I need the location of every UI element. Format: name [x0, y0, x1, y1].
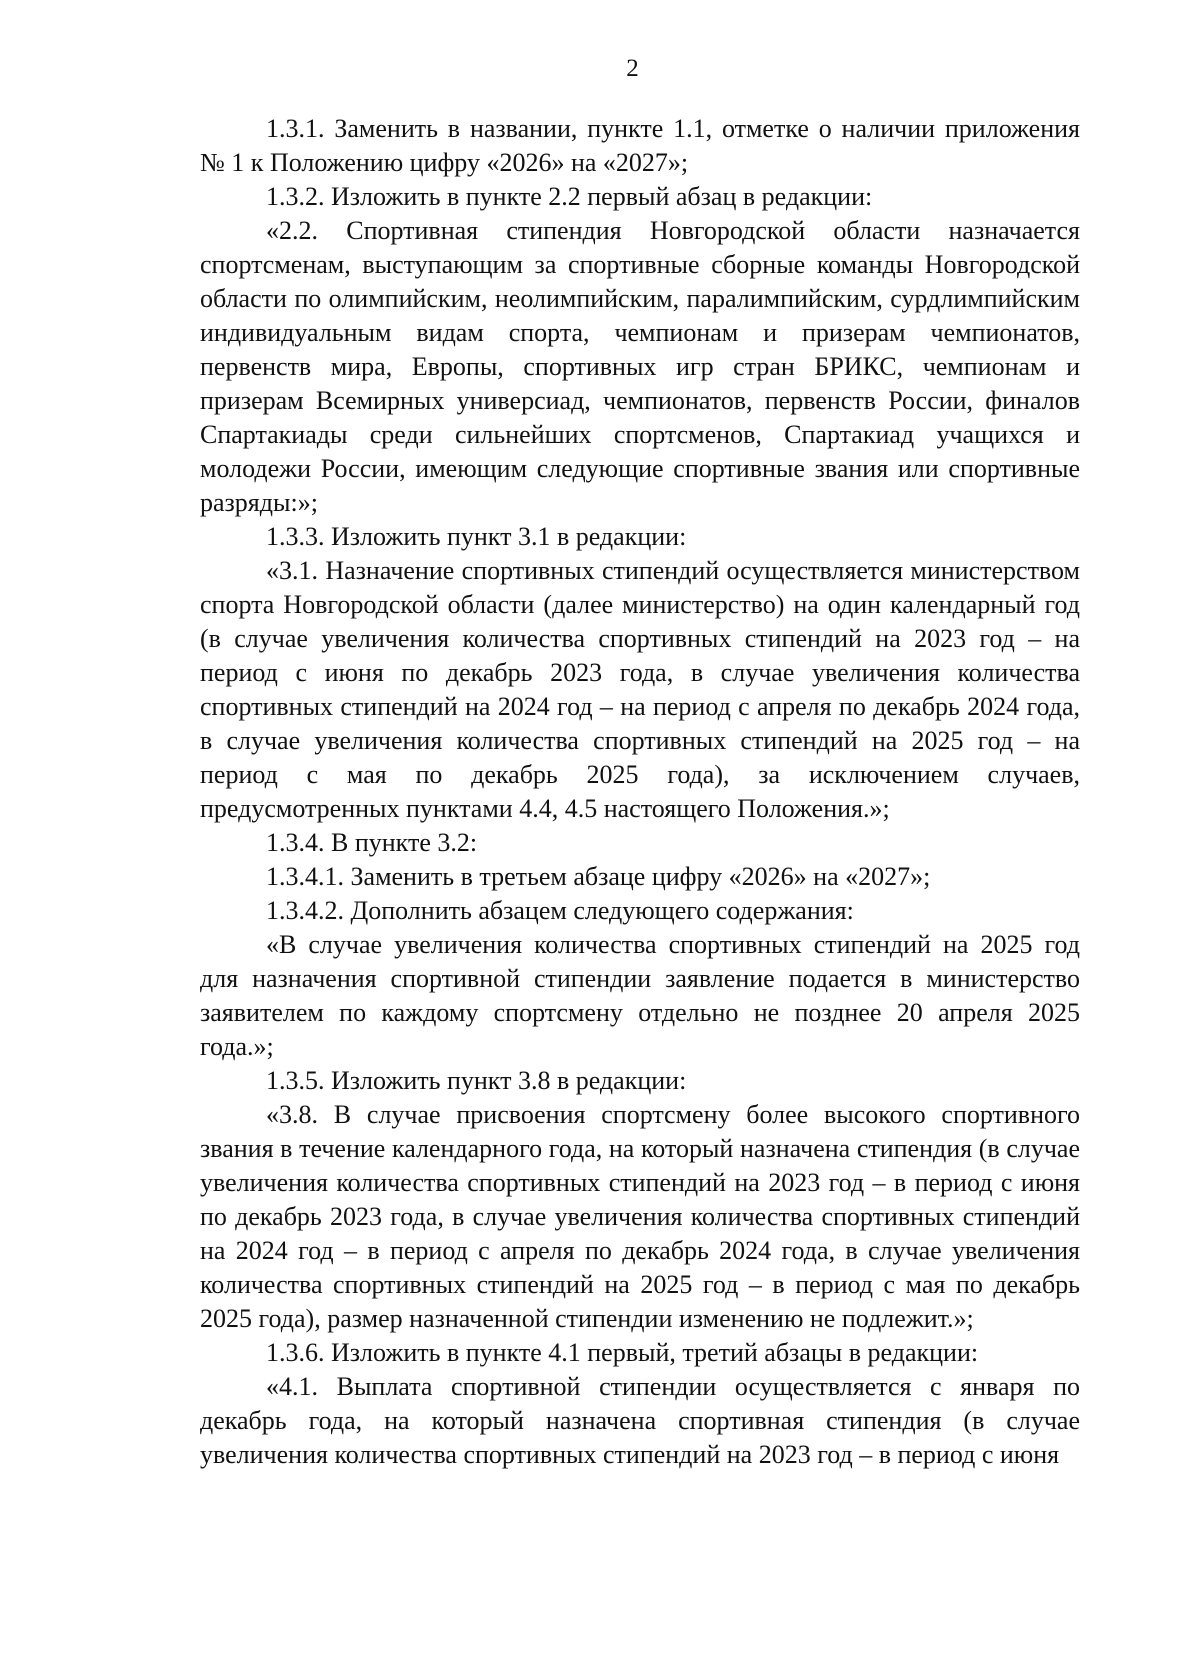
page-number: 2	[626, 55, 639, 82]
paragraph-1-3-4: 1.3.4. В пункте 3.2:	[266, 828, 478, 857]
paragraph-1-3-3: 1.3.3. Изложить пункт 3.1 в редакции:	[266, 522, 687, 551]
paragraph-3-1-quote: «3.1. Назначение спортивных стипендий осуществляется министерством спорта Новгородской области (далее министерство) на один календарный год (в случае увеличения количества спортивных стипендий на 2023 год – на период с июня по декабрь 2023 года, в случае увеличения количества спортивных стипендий на 2024 год – на период с апреля по декабрь 2024 года, в случае увеличения количества спортивных стипендий на 2025 год – на период с мая по декабрь 2025 года), за исключением случаев, предусмотренных пунктами 4.4, 4.5 настоящего Положения.»;	[200, 556, 1080, 823]
paragraph-3-8-quote: «3.8. В случае присвоения спортсмену более высокого спортивного звания в течение календарного года, на который назначена стипендия (в случае увеличения количества спортивных стипендий на 2023 год – в период с июня по декабрь 2023 года, в случае увеличения количества спортивных стипендий на 2024 год – в период с апреля по декабрь 2024 года, в случае увеличения количества спортивных стипендий на 2025 год – в период с мая по декабрь 2025 года), размер назначенной стипендии изменению не подлежит.»;	[200, 1100, 1080, 1333]
paragraph-1-3-5: 1.3.5. Изложить пункт 3.8 в редакции:	[266, 1066, 687, 1095]
paragraph-1-3-4-2: 1.3.4.2. Дополнить абзацем следующего содержания:	[266, 896, 854, 925]
paragraph-added-quote: «В случае увеличения количества спортивных стипендий на 2025 год для назначения спортивной стипендии заявление подается в министерство заявителем по каждому спортсмену отдельно не позднее 20 апреля 2025 года.»;	[200, 930, 1080, 1061]
paragraph-1-3-6: 1.3.6. Изложить в пункте 4.1 первый, третий абзацы в редакции:	[266, 1338, 979, 1367]
paragraph-4-1-quote: «4.1. Выплата спортивной стипендии осуществляется с января по декабрь года, на который назначена спортивная стипендия (в случае увеличения количества спортивных стипендий на 2023 год – в период с июня	[200, 1372, 1080, 1469]
paragraph-2-2-quote: «2.2. Спортивная стипендия Новгородской области назначается спортсменам, выступающим за спортивные сборные команды Новгородской области по олимпийским, неолимпийским, паралимпийским, сурдлимпийским индивидуальным видам спорта, чемпионам и призерам чемпионатов, первенств мира, Европы, спортивных игр стран БРИКС, чемпионам и призерам Всемирных универсиад, чемпионатов, первенств России, финалов Спартакиады среди сильнейших спортсменов, Спартакиад учащихся и молодежи России, имеющим следующие спортивные звания или спортивные разряды:»;	[200, 216, 1080, 517]
document-body	[200, 112, 1080, 1472]
paragraph-1-3-2: 1.3.2. Изложить в пункте 2.2 первый абзац в редакции:	[266, 182, 873, 211]
paragraph-1-3-4-1: 1.3.4.1. Заменить в третьем абзаце цифру «2026» на «2027»;	[266, 862, 931, 891]
paragraph-1-3-1: 1.3.1. Заменить в названии, пункте 1.1, отметке о наличии приложения № 1 к Положению цифру «2026» на «2027»;	[200, 114, 1080, 177]
